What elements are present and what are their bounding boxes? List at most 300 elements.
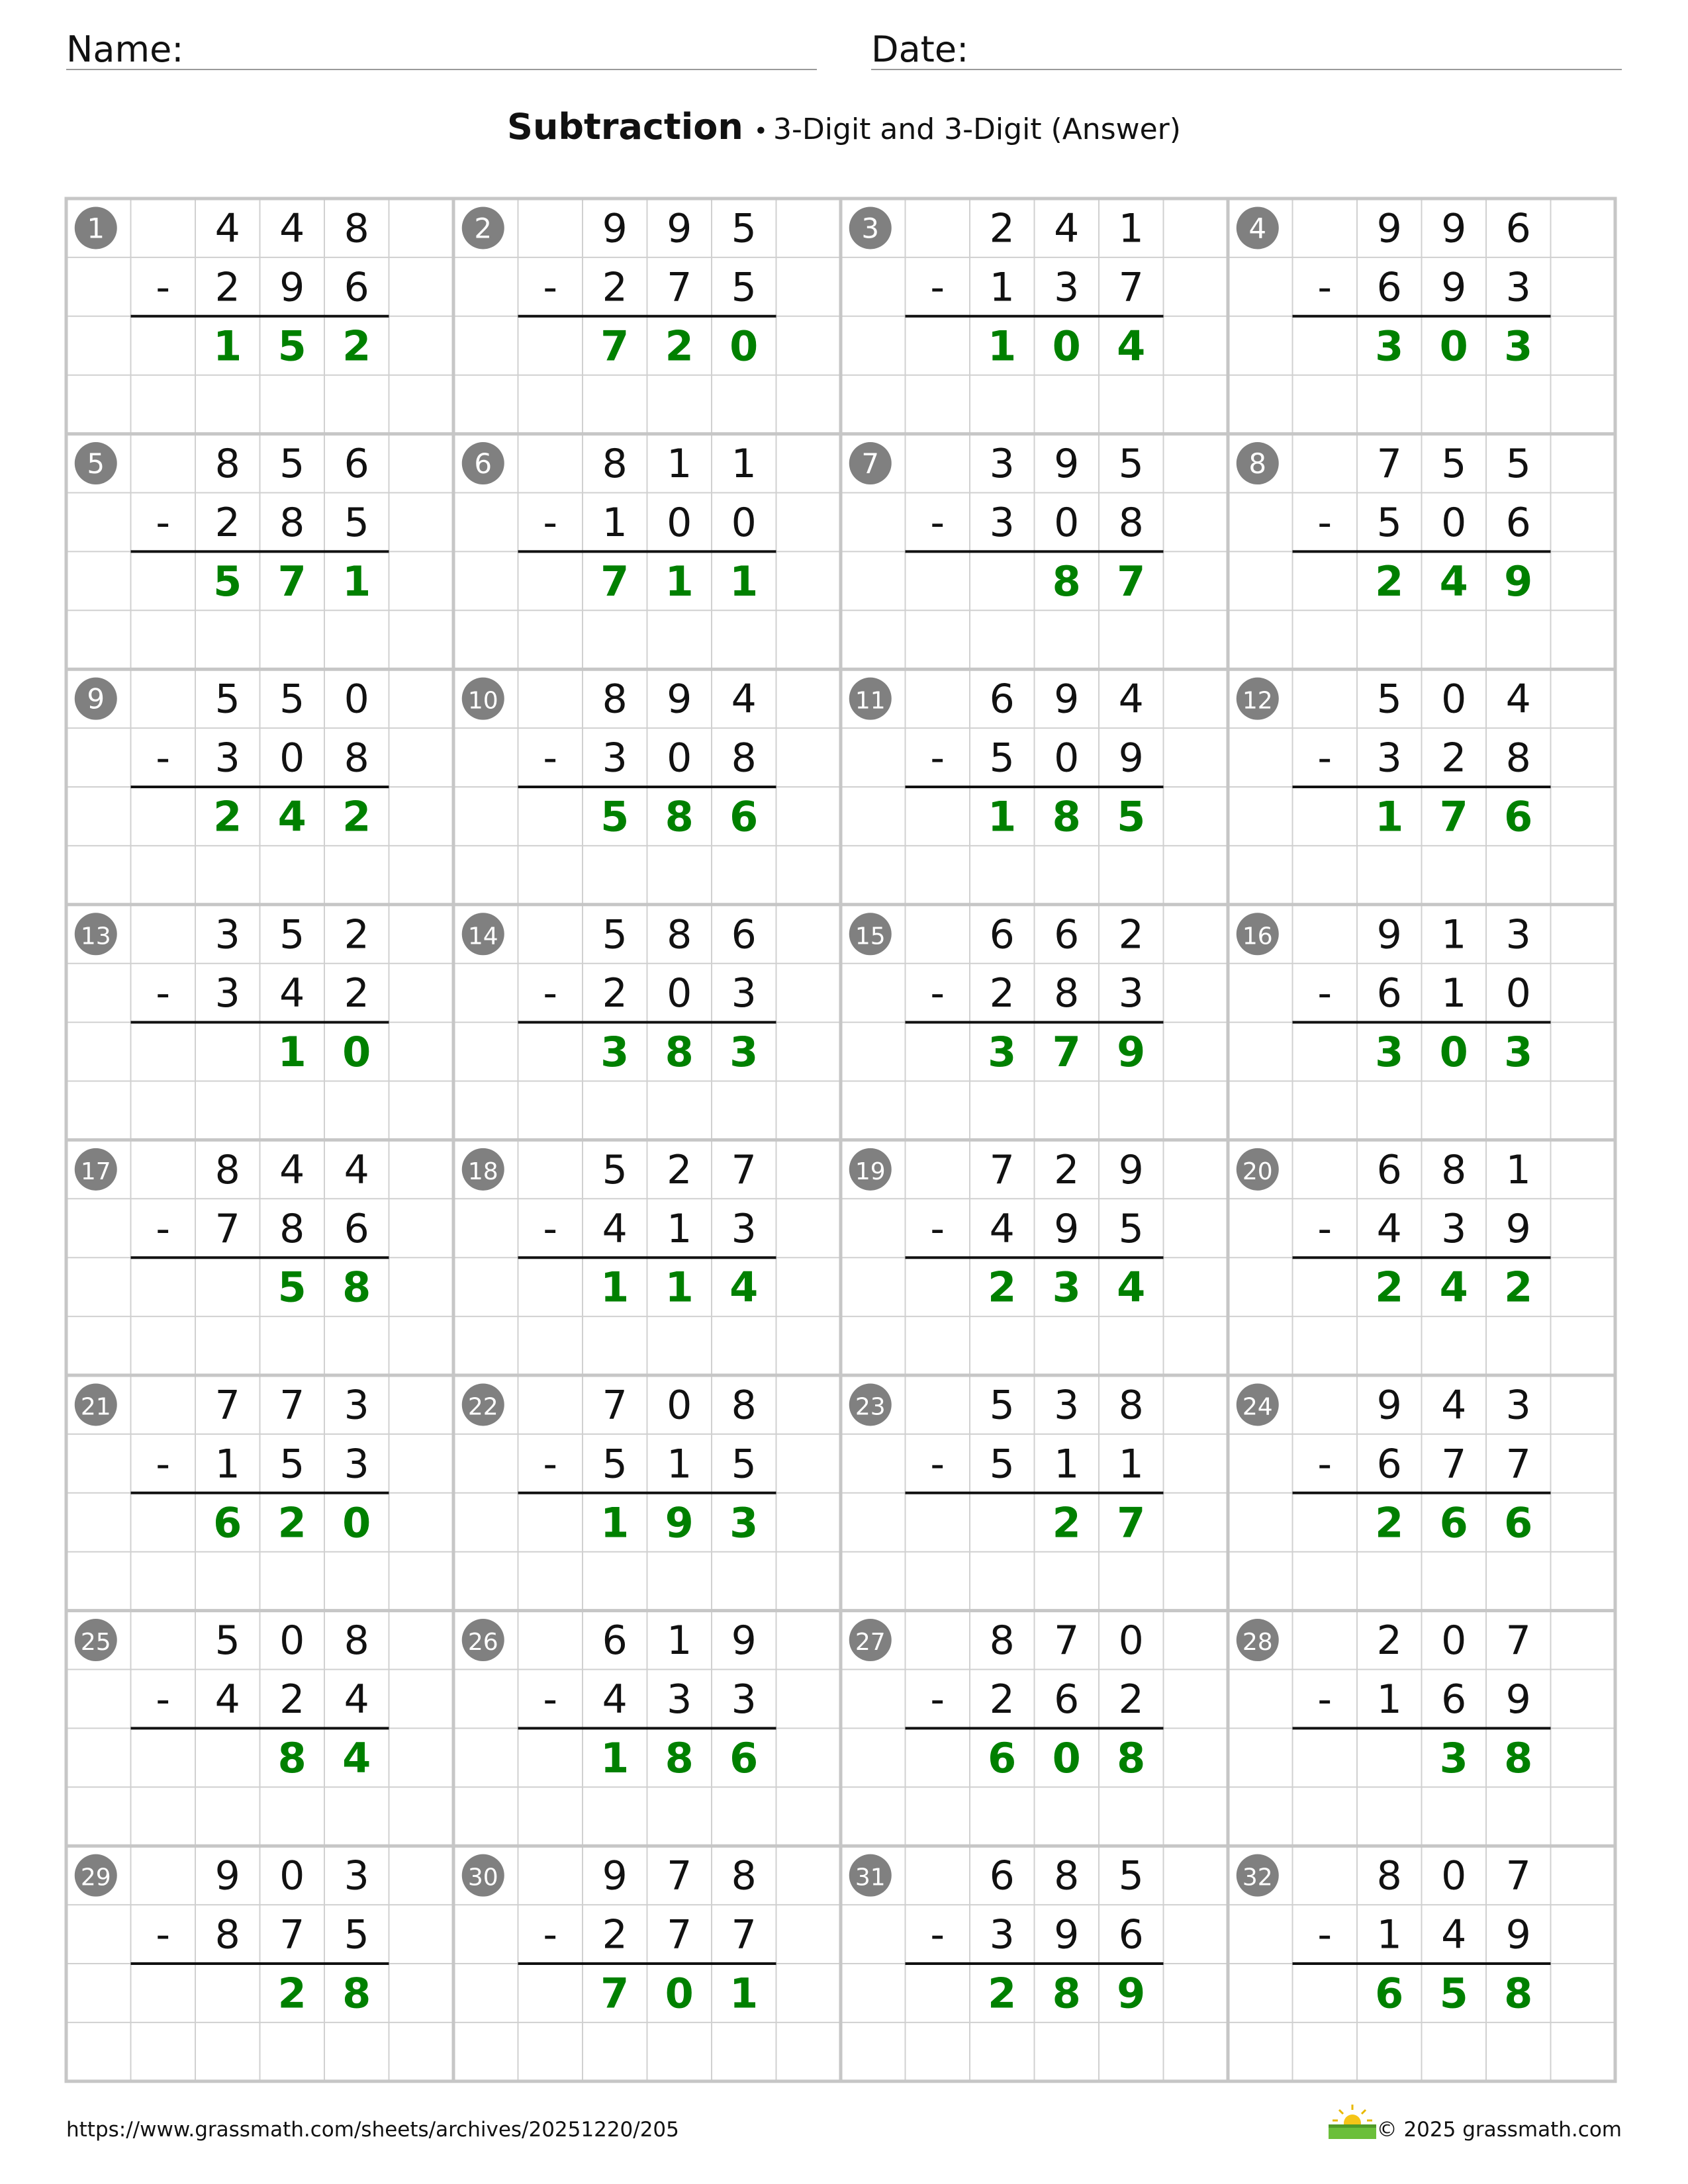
top-digit: 5 <box>1118 441 1144 488</box>
top-digit: 8 <box>667 911 692 958</box>
problem <box>1237 1853 1551 2018</box>
answer-digit: 8 <box>1052 792 1081 841</box>
answer-digit: 5 <box>1117 792 1146 841</box>
minus-sign: - <box>1317 264 1333 311</box>
top-digit: 7 <box>214 1382 240 1429</box>
bottom-digit: 9 <box>1505 1205 1531 1252</box>
top-digit: 9 <box>1376 911 1402 958</box>
minus-sign: - <box>543 1441 558 1488</box>
footer-copyright: © 2025 grassmath.com <box>1376 2118 1622 2142</box>
bottom-digit: 0 <box>1054 499 1080 546</box>
answer-digit: 3 <box>1052 1263 1081 1312</box>
problem <box>75 911 389 1076</box>
top-digit: 7 <box>731 1146 757 1193</box>
answer-digit: 4 <box>1117 1263 1146 1312</box>
answer-digit: 9 <box>1504 557 1533 606</box>
problem <box>1237 1617 1551 1782</box>
answer-digit: 6 <box>1439 1498 1468 1547</box>
problem-number: 32 <box>1242 1864 1273 1891</box>
answer-digit: 1 <box>342 557 371 606</box>
top-digit: 8 <box>602 441 628 488</box>
answer-digit: 2 <box>665 322 694 371</box>
footer-url: https://www.grassmath.com/sheets/archives/20251220/205 <box>66 2118 679 2142</box>
top-digit: 1 <box>1505 1146 1531 1193</box>
top-digit: 5 <box>279 441 305 488</box>
problem <box>75 1853 389 2018</box>
top-digit: 7 <box>1505 1617 1531 1664</box>
problem <box>75 1382 389 1547</box>
top-digit: 9 <box>1441 205 1467 252</box>
bottom-digit: 7 <box>731 1911 757 1958</box>
bottom-digit: 2 <box>214 264 240 311</box>
top-digit: 6 <box>989 1852 1015 1899</box>
answer-digit: 7 <box>277 557 306 606</box>
minus-sign: - <box>1317 1205 1333 1252</box>
problem <box>462 205 776 370</box>
top-digit: 1 <box>1118 205 1144 252</box>
answer-digit: 0 <box>342 1028 371 1077</box>
top-digit: 0 <box>1441 676 1467 723</box>
top-digit: 0 <box>279 1852 305 1899</box>
problem-number: 29 <box>80 1864 111 1891</box>
answer-digit: 6 <box>988 1733 1017 1782</box>
bottom-digit: 4 <box>214 1676 240 1723</box>
answer-digit: 8 <box>665 1733 694 1782</box>
top-digit: 3 <box>344 1852 369 1899</box>
answer-digit: 1 <box>988 322 1017 371</box>
bottom-digit: 3 <box>1505 264 1531 311</box>
top-digit: 6 <box>989 676 1015 723</box>
answer-digit: 2 <box>988 1263 1017 1312</box>
bottom-digit: 1 <box>667 1205 692 1252</box>
top-digit: 4 <box>1054 205 1080 252</box>
top-digit: 5 <box>1118 1852 1144 1899</box>
problem <box>1237 676 1551 841</box>
minus-sign: - <box>156 970 171 1017</box>
top-digit: 5 <box>602 1146 628 1193</box>
top-digit: 3 <box>214 911 240 958</box>
bottom-digit: 7 <box>279 1911 305 1958</box>
top-digit: 8 <box>1054 1852 1080 1899</box>
answer-digit: 2 <box>1504 1263 1533 1312</box>
problem-number: 19 <box>855 1158 886 1185</box>
minus-sign: - <box>930 264 945 311</box>
bottom-digit: 7 <box>214 1205 240 1252</box>
bottom-digit: 4 <box>1441 1911 1467 1958</box>
answer-digit: 5 <box>600 792 630 841</box>
answer-digit: 8 <box>1052 1969 1081 2018</box>
bottom-digit: 3 <box>989 1911 1015 1958</box>
bottom-digit: 2 <box>1118 1676 1144 1723</box>
top-digit: 6 <box>989 911 1015 958</box>
answer-digit: 8 <box>1117 1733 1146 1782</box>
top-digit: 8 <box>1441 1146 1467 1193</box>
answer-digit: 0 <box>665 1969 694 2018</box>
top-digit: 9 <box>731 1617 757 1664</box>
bottom-digit: 4 <box>344 1676 369 1723</box>
bottom-digit: 0 <box>1505 970 1531 1017</box>
answer-digit: 5 <box>277 322 306 371</box>
answer-digit: 3 <box>1375 322 1404 371</box>
bottom-digit: 8 <box>731 735 757 782</box>
bottom-digit: 7 <box>1505 1441 1531 1488</box>
top-digit: 9 <box>602 205 628 252</box>
answer-digit: 5 <box>213 557 242 606</box>
problem <box>849 1853 1164 2018</box>
bottom-digit: 5 <box>989 735 1015 782</box>
problem <box>1237 205 1551 370</box>
problem-number: 26 <box>467 1629 498 1657</box>
bottom-digit: 9 <box>1054 1205 1080 1252</box>
answer-digit: 7 <box>600 1969 630 2018</box>
minus-sign: - <box>543 264 558 311</box>
top-digit: 8 <box>731 1382 757 1429</box>
top-digit: 7 <box>667 1852 692 1899</box>
answer-digit: 7 <box>600 557 630 606</box>
top-digit: 4 <box>731 676 757 723</box>
bottom-digit: 9 <box>279 264 305 311</box>
bottom-digit: 8 <box>1118 499 1144 546</box>
bottom-digit: 1 <box>667 1441 692 1488</box>
answer-digit: 2 <box>1375 1498 1404 1547</box>
minus-sign: - <box>1317 735 1333 782</box>
answer-digit: 8 <box>1504 1969 1533 2018</box>
bottom-digit: 3 <box>989 499 1015 546</box>
answer-digit: 7 <box>1117 1498 1146 1547</box>
minus-sign: - <box>156 1676 171 1723</box>
answer-digit: 1 <box>277 1028 306 1077</box>
answer-digit: 2 <box>342 322 371 371</box>
problem-number: 7 <box>861 447 880 480</box>
top-digit: 6 <box>602 1617 628 1664</box>
bottom-digit: 9 <box>1441 264 1467 311</box>
answer-digit: 3 <box>1504 322 1533 371</box>
top-digit: 4 <box>344 1146 369 1193</box>
problem <box>849 1617 1164 1782</box>
answer-digit: 7 <box>600 322 630 371</box>
bottom-digit: 6 <box>1376 970 1402 1017</box>
problem-number: 9 <box>87 682 105 715</box>
problem <box>462 1853 776 2018</box>
answer-digit: 0 <box>1052 322 1081 371</box>
problem-number: 10 <box>467 687 498 715</box>
bottom-digit: 3 <box>1054 264 1080 311</box>
bottom-digit: 5 <box>731 1441 757 1488</box>
answer-digit: 1 <box>988 792 1017 841</box>
sun-over-grass-icon <box>1327 2103 1378 2140</box>
bottom-digit: 3 <box>1376 735 1402 782</box>
problem-number: 17 <box>80 1158 111 1185</box>
answer-digit: 2 <box>277 1498 306 1547</box>
problem-number: 12 <box>1242 687 1273 715</box>
bottom-digit: 4 <box>1376 1205 1402 1252</box>
problem-number: 30 <box>467 1864 498 1891</box>
answer-digit: 1 <box>600 1263 630 1312</box>
answer-digit: 3 <box>1375 1028 1404 1077</box>
answer-digit: 4 <box>1439 557 1468 606</box>
bottom-digit: 6 <box>344 264 369 311</box>
bottom-digit: 2 <box>602 970 628 1017</box>
problem <box>462 1617 776 1782</box>
title-separator: • <box>753 118 769 145</box>
top-digit: 0 <box>344 676 369 723</box>
problem <box>462 911 776 1076</box>
minus-sign: - <box>156 1911 171 1958</box>
problem <box>75 205 389 370</box>
problem-number: 8 <box>1248 447 1267 480</box>
minus-sign: - <box>156 264 171 311</box>
answer-digit: 8 <box>665 792 694 841</box>
minus-sign: - <box>543 1205 558 1252</box>
answer-digit: 2 <box>277 1969 306 2018</box>
problem-number: 6 <box>474 447 492 480</box>
bottom-digit: 9 <box>1505 1911 1531 1958</box>
problem-number: 5 <box>87 447 105 480</box>
bottom-digit: 1 <box>1118 1441 1144 1488</box>
answer-digit: 8 <box>342 1969 371 2018</box>
title-main: Subtraction <box>507 106 743 148</box>
bottom-digit: 3 <box>667 1676 692 1723</box>
top-digit: 4 <box>1118 676 1144 723</box>
bottom-digit: 2 <box>602 264 628 311</box>
bottom-digit: 7 <box>1118 264 1144 311</box>
problem <box>849 441 1164 606</box>
answer-digit: 3 <box>1504 1028 1533 1077</box>
bottom-digit: 3 <box>602 735 628 782</box>
top-digit: 2 <box>1118 911 1144 958</box>
top-digit: 1 <box>731 441 757 488</box>
problem-number: 16 <box>1242 923 1273 950</box>
top-digit: 4 <box>214 205 240 252</box>
problem-number: 24 <box>1242 1393 1273 1421</box>
answer-digit: 9 <box>1117 1969 1146 2018</box>
answer-digit: 4 <box>729 1263 759 1312</box>
bottom-digit: 1 <box>1054 1441 1080 1488</box>
bottom-digit: 6 <box>1441 1676 1467 1723</box>
answer-digit: 6 <box>1504 1498 1533 1547</box>
problem <box>849 1382 1164 1547</box>
bottom-digit: 4 <box>989 1205 1015 1252</box>
bottom-digit: 1 <box>1376 1911 1402 1958</box>
top-digit: 8 <box>214 1146 240 1193</box>
bottom-digit: 5 <box>344 1911 369 1958</box>
top-digit: 5 <box>602 911 628 958</box>
answer-digit: 6 <box>1375 1969 1404 2018</box>
answer-digit: 0 <box>342 1498 371 1547</box>
top-digit: 5 <box>279 911 305 958</box>
answer-digit: 8 <box>1052 557 1081 606</box>
answer-digit: 0 <box>1439 1028 1468 1077</box>
problem <box>1237 441 1551 606</box>
top-digit: 2 <box>344 911 369 958</box>
top-digit: 8 <box>214 441 240 488</box>
top-digit: 3 <box>344 1382 369 1429</box>
bottom-digit: 6 <box>1118 1911 1144 1958</box>
top-digit: 1 <box>1441 911 1467 958</box>
top-digit: 2 <box>1054 1146 1080 1193</box>
top-digit: 0 <box>279 1617 305 1664</box>
problem-number: 4 <box>1248 212 1267 245</box>
minus-sign: - <box>930 1441 945 1488</box>
bottom-digit: 8 <box>344 735 369 782</box>
top-digit: 9 <box>1118 1146 1144 1193</box>
bottom-digit: 8 <box>1054 970 1080 1017</box>
top-digit: 8 <box>344 1617 369 1664</box>
minus-sign: - <box>543 735 558 782</box>
minus-sign: - <box>930 1911 945 1958</box>
answer-digit: 1 <box>600 1498 630 1547</box>
answer-digit: 3 <box>729 1498 759 1547</box>
bottom-digit: 6 <box>1376 1441 1402 1488</box>
answer-digit: 2 <box>1375 1263 1404 1312</box>
top-digit: 3 <box>1505 911 1531 958</box>
top-digit: 7 <box>602 1382 628 1429</box>
problem-number: 27 <box>855 1629 886 1657</box>
answer-digit: 0 <box>1439 322 1468 371</box>
problem <box>1237 1382 1551 1547</box>
problem-number: 22 <box>467 1393 498 1421</box>
answer-digit: 1 <box>729 557 759 606</box>
minus-sign: - <box>543 1911 558 1958</box>
minus-sign: - <box>930 1676 945 1723</box>
top-digit: 5 <box>731 205 757 252</box>
answer-digit: 2 <box>1375 557 1404 606</box>
problem-number: 14 <box>467 923 498 950</box>
top-digit: 6 <box>344 441 369 488</box>
problem <box>1237 911 1551 1076</box>
bottom-digit: 3 <box>731 970 757 1017</box>
problem-number: 18 <box>467 1158 498 1185</box>
bottom-digit: 6 <box>344 1205 369 1252</box>
bottom-digit: 9 <box>1118 735 1144 782</box>
answer-digit: 9 <box>1117 1028 1146 1077</box>
top-digit: 1 <box>667 441 692 488</box>
bottom-digit: 0 <box>1054 735 1080 782</box>
minus-sign: - <box>930 735 945 782</box>
top-digit: 6 <box>1054 911 1080 958</box>
problem <box>75 1617 389 1782</box>
problem <box>75 676 389 841</box>
problem <box>462 441 776 606</box>
bottom-digit: 2 <box>279 1676 305 1723</box>
answer-digit: 5 <box>1439 1969 1468 2018</box>
bottom-digit: 3 <box>344 1441 369 1488</box>
answer-digit: 3 <box>1439 1733 1468 1782</box>
minus-sign: - <box>543 499 558 546</box>
problem-number: 3 <box>861 212 880 245</box>
bottom-digit: 5 <box>1118 1205 1144 1252</box>
top-digit: 2 <box>1376 1617 1402 1664</box>
problem <box>849 205 1164 370</box>
top-digit: 4 <box>1505 676 1531 723</box>
top-digit: 9 <box>1376 1382 1402 1429</box>
bottom-digit: 3 <box>214 970 240 1017</box>
top-digit: 9 <box>667 205 692 252</box>
answer-digit: 8 <box>342 1263 371 1312</box>
problem <box>462 1382 776 1547</box>
bottom-digit: 1 <box>1376 1676 1402 1723</box>
top-digit: 8 <box>602 676 628 723</box>
answer-digit: 9 <box>665 1498 694 1547</box>
top-digit: 8 <box>1376 1852 1402 1899</box>
top-digit: 6 <box>1376 1146 1402 1193</box>
answer-digit: 3 <box>600 1028 630 1077</box>
bottom-digit: 7 <box>1441 1441 1467 1488</box>
answer-digit: 7 <box>1117 557 1146 606</box>
bottom-digit: 6 <box>1505 499 1531 546</box>
bottom-digit: 2 <box>602 1911 628 1958</box>
top-digit: 6 <box>1505 205 1531 252</box>
top-digit: 7 <box>1054 1617 1080 1664</box>
bottom-digit: 6 <box>1054 1676 1080 1723</box>
top-digit: 5 <box>1441 441 1467 488</box>
bottom-digit: 8 <box>1505 735 1531 782</box>
problem <box>1237 1147 1551 1312</box>
top-digit: 6 <box>731 911 757 958</box>
top-digit: 3 <box>1505 1382 1531 1429</box>
problem <box>75 1147 389 1312</box>
top-digit: 7 <box>1376 441 1402 488</box>
minus-sign: - <box>543 970 558 1017</box>
answer-digit: 2 <box>988 1969 1017 2018</box>
bottom-digit: 3 <box>214 735 240 782</box>
minus-sign: - <box>930 1205 945 1252</box>
problem <box>849 1147 1164 1312</box>
answer-digit: 7 <box>1439 792 1468 841</box>
date-label: Date: <box>871 28 969 70</box>
top-digit: 3 <box>1054 1382 1080 1429</box>
bottom-digit: 5 <box>279 1441 305 1488</box>
answer-digit: 6 <box>1504 792 1533 841</box>
answer-digit: 1 <box>729 1969 759 2018</box>
answer-digit: 0 <box>1052 1733 1081 1782</box>
bottom-digit: 3 <box>731 1676 757 1723</box>
answer-digit: 5 <box>277 1263 306 1312</box>
bottom-digit: 1 <box>1441 970 1467 1017</box>
name-label: Name: <box>66 28 184 70</box>
problem-number: 11 <box>855 687 886 715</box>
top-digit: 5 <box>1505 441 1531 488</box>
problem-number: 2 <box>474 212 492 245</box>
bottom-digit: 1 <box>214 1441 240 1488</box>
answer-digit: 2 <box>213 792 242 841</box>
minus-sign: - <box>1317 1676 1333 1723</box>
problem-number: 23 <box>855 1393 886 1421</box>
answer-digit: 0 <box>729 322 759 371</box>
answer-digit: 2 <box>1052 1498 1081 1547</box>
minus-sign: - <box>543 1676 558 1723</box>
top-digit: 5 <box>1376 676 1402 723</box>
minus-sign: - <box>930 970 945 1017</box>
bottom-digit: 3 <box>1441 1205 1467 1252</box>
bottom-digit: 1 <box>602 499 628 546</box>
minus-sign: - <box>930 499 945 546</box>
top-digit: 3 <box>989 441 1015 488</box>
bottom-digit: 5 <box>602 1441 628 1488</box>
problem <box>75 441 389 606</box>
problem <box>849 911 1164 1076</box>
problem-number: 31 <box>855 1864 886 1891</box>
bottom-digit: 4 <box>602 1676 628 1723</box>
top-digit: 9 <box>602 1852 628 1899</box>
minus-sign: - <box>1317 1911 1333 1958</box>
answer-digit: 6 <box>213 1498 242 1547</box>
minus-sign: - <box>1317 499 1333 546</box>
minus-sign: - <box>1317 1441 1333 1488</box>
top-digit: 5 <box>214 1617 240 1664</box>
answer-digit: 3 <box>988 1028 1017 1077</box>
bottom-digit: 0 <box>667 735 692 782</box>
